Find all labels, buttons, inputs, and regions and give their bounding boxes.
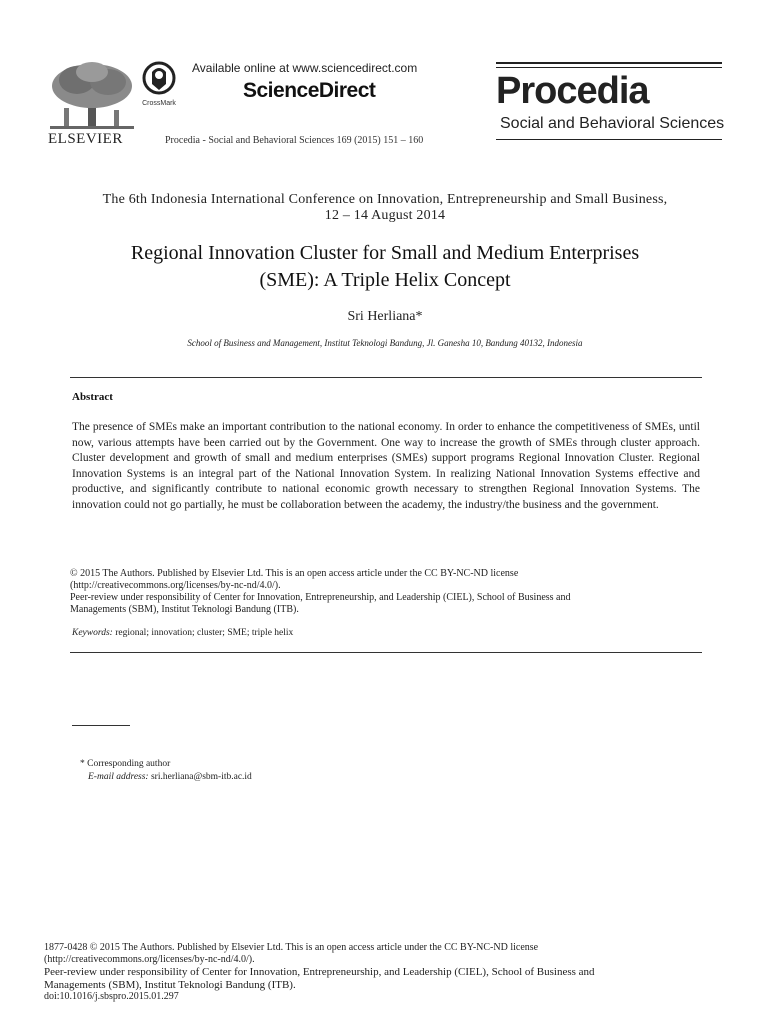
publisher-wordmark: ELSEVIER	[48, 131, 123, 147]
journal-brand: Procedia	[496, 70, 649, 112]
available-online-link[interactable]: Available online at www.sciencedirect.com	[192, 61, 418, 75]
crossmark-label: CrossMark	[142, 100, 176, 107]
license-line-4: Managements (SBM), Institut Teknologi Bandung (ITB).	[70, 604, 299, 615]
article-title	[40, 240, 730, 294]
crossmark-icon[interactable]	[138, 60, 178, 112]
license-line-1: © 2015 The Authors. Published by Elsevier Ltd. This is an open access article under the CC BY-NC-ND license	[70, 568, 519, 579]
email-address[interactable]: sri.herliana@sbm-itb.ac.id	[148, 772, 252, 782]
journal-brand-subtitle: Social and Behavioral Sciences	[500, 115, 725, 132]
license-line-3: Peer-review under responsibility of Center for Innovation, Entrepreneurship, and Leadership (CIEL), School of Business and	[70, 592, 571, 603]
footnote-rule	[72, 725, 130, 726]
brand-rule-top	[496, 62, 722, 64]
abstract-heading: Abstract	[72, 391, 113, 403]
sciencedirect-logo[interactable]: ScienceDirect	[243, 79, 376, 102]
brand-rule-top-thin	[496, 67, 722, 68]
footer-doi[interactable]: doi:10.1016/j.sbspro.2015.01.297	[44, 991, 179, 1002]
footer-line-1: 1877-0428 © 2015 The Authors. Published by Elsevier Ltd. This is an open access article under the CC BY-NC-ND license	[44, 942, 539, 953]
license-link[interactable]: (http://creativecommons.org/licenses/by-nc-nd/4.0/).	[70, 580, 281, 591]
author-affiliation: School of Business and Management, Institut Teknologi Bandung, Jl. Ganesha 10, Bandung 40132, Indonesia	[187, 338, 583, 348]
journal-reference: Procedia - Social and Behavioral Sciences 169 (2015) 151 – 160	[165, 135, 424, 146]
conference-info	[40, 192, 730, 224]
title-line-2: (SME): A Triple Helix Concept	[259, 269, 511, 291]
corresponding-author-note: * Corresponding author	[80, 759, 171, 769]
keywords-label: Keywords:	[72, 628, 113, 638]
footer-license-link[interactable]: (http://creativecommons.org/licenses/by-nc-nd/4.0/).	[44, 954, 255, 965]
email-line	[88, 772, 252, 782]
footer-line-4: Managements (SBM), Institut Teknologi Bandung (ITB).	[44, 978, 296, 991]
keywords	[72, 628, 293, 638]
conference-line-1: The 6th Indonesia International Conference on Innovation, Entrepreneurship and Small Business,	[102, 192, 668, 207]
footer-line-3: Peer-review under responsibility of Center for Innovation, Entrepreneurship, and Leadership (CIEL), School of Business and	[44, 966, 595, 978]
email-label: E-mail address:	[88, 772, 149, 782]
conference-dates: 12 – 14 August 2014	[324, 208, 446, 223]
brand-rule-bottom	[496, 139, 722, 140]
page-footer	[44, 942, 704, 1003]
keywords-value: regional; innovation; cluster; SME; triple helix	[112, 628, 294, 638]
author-name: Sri Herliana*	[347, 309, 423, 324]
abstract-body: The presence of SMEs make an important contribution to the national economy. In order to enhance the competitiveness of SMEs, until now, various attempts have been carried out by the Government. One way to increase the growth of SMEs through cluster approach. Cluster development and growth of small and medium enterprises (SMEs) support programs Regional Innovation Cluster. Regional Innovation Systems is an integral part of the National Innovation System. In realizing National Innovation Systems effective and productive, and significantly contribute to national economic growth necessary to strengthen Regional Innovation Systems. The innovation could not go partially, he must be collaboration between the academy, the industry/the business and the government.	[72, 421, 700, 511]
license-notice	[70, 568, 700, 616]
section-divider-top	[70, 377, 702, 378]
section-divider-bottom	[70, 652, 702, 653]
title-line-1: Regional Innovation Cluster for Small and Medium Enterprises	[130, 242, 640, 264]
